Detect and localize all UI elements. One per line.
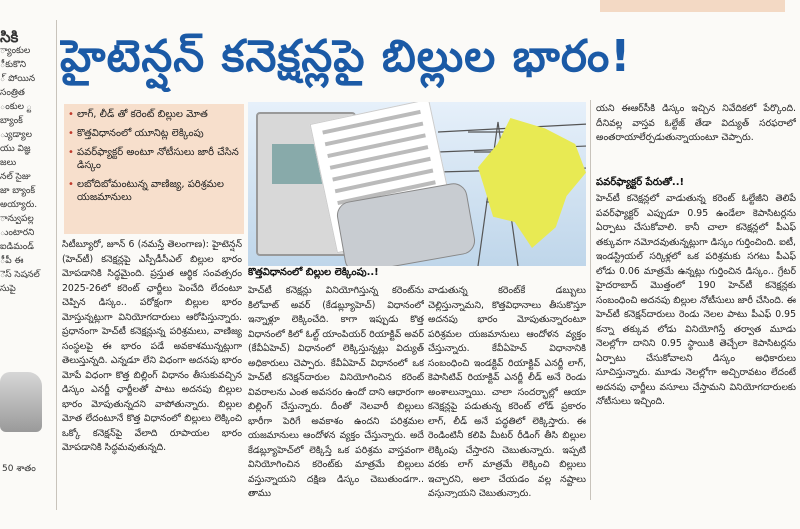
previous-article-line: సుపై bbox=[0, 284, 16, 294]
previous-article-line: ాన్వుపల్ల bbox=[0, 214, 34, 224]
headline: హైటెన్షన్ కనెక్షన్లపై బిల్లుల భారం! bbox=[60, 31, 632, 82]
highlight-item: • పవర్‌ఫ్యాక్టర్ అంటూ నోటీసులు జారీ చేసిన డిస్కం bbox=[68, 146, 240, 172]
article-column-1: సిటీబ్యూరో, జూన్ 6 (నమస్తే తెలంగాణ): హైటెన్షన్ (హెచ్‌టీ) కనెక్షన్లపై ఎస్పీడీసీఎల్ బిల్లుల భారం మోపడానికి సిద్ధమైంది. ప్రస్తుత ఆర్థిక సంవత్సరం 2025-26లో కరెంట్ ఛార్జీలు పెంచేది లేదంటూ చెప్పిన డిస్కం.. పరోక్షంగా బిల్లుల భారం మోస్తున్నట్లుగా వినియోగదారులు ఆరోపిస్తున్నారు. ప్రధానంగా హెచ్‌టీ కనెక్షన్లున్న పరిశ్రమలు, వాణిజ్య సంస్థలపై ఈ భారం పడే అవకాశమున్నట్లుగా తెలుస్తున్నది. ఎన్నడూ లేని విధంగా అదనపు భారం మోపే విధంగా కొత్త బిల్లింగ్ విధానం తీసుకువచ్చిన డిస్కం ఎనర్జీ ఛార్జీలతో పాటు అదనపు బిల్లుల భారం మోపుతున్నదని వాపోతున్నారు. బిల్లుల మోత లేదంటూనే కొత్త విధానంలో బిల్లులు లెక్కించి ఒక్కో కనెక్షన్‌పై వేలాది రూపాయల భారం మోపడానికి సిద్ధమవుతున్నది. bbox=[62, 239, 242, 453]
previous-article-column bbox=[0, 0, 52, 529]
top-strip bbox=[600, 0, 785, 12]
previous-article-line: బ్యాంక్ bbox=[0, 116, 23, 126]
article-column-2: హెచ్‌టీ కనెక్షన్లు వినియోగిస్తున్న కరెంట్‌ను కిలోవాట్ అవర్ (కేడబ్ల్యూహెచ్) విధానంలో ఇన్నాళ్లూ లెక్కించేది. కాగా ఇప్పుడు కొత్త విధానంలో కిలో ఓల్ట్ యాంపియర్ రియాక్టివ్ అవర్ (కేవీఏహెచ్) విధానంలో లెక్కిస్తున్నట్లు విద్యుత్ అధికారులు చెప్పారు. కేవీఏహెచ్ విధానంలో ఒక హెచ్‌టీ కనెక్షన్‌దారుల వినియోగించిన కరెంట్ వివరాలను ఎంత అవసరం ఉందో దాని ఆధారంగా బిల్లింగ్ చేస్తున్నారు. దీంతో నెలవారీ బిల్లులు భారీగా పెరిగే అవకాశం ఉందని పరిశ్రమల యజమానులు ఆందోళన వ్యక్తం చేస్తున్నారు. అదే కేడబ్ల్యూహెచ్‌లో లెక్కిస్తే ఒక పరిశ్రమ వాస్తవంగా వినియోగించిన కరెంట్‌కు మాత్రమే బిల్లులు వస్తున్నాయని దక్షిణ డిస్కం చెబుతుండగా.. తాము bbox=[248, 285, 424, 498]
previous-article-line: సంత్రిత bbox=[0, 88, 25, 98]
article-column-4: యని ఈఆర్‌సీకి డిస్కం ఇచ్చిన నివేదికలో పేర్కొంది. దీనివల్ల వాస్తవ ఓల్టేజ్ తేడా విద్యుత్ సరఫరాలో అంతరాయాలేర్పడుతున్నాయంటూ చెప్పారు. bbox=[596, 103, 796, 143]
previous-article-line: ీపీ ఈ bbox=[0, 256, 24, 266]
previous-article-line: ్యాంకుల bbox=[0, 46, 31, 56]
article-photo bbox=[248, 102, 586, 266]
previous-article-line: ెస్ సెషనల్ bbox=[0, 270, 40, 280]
highlights-box bbox=[64, 104, 244, 234]
article-column-3: వాడుతున్న కరెంట్‌కే డబ్బులు చెల్లిస్తున్నామని, కొత్తవిధానాలు తీసుకొస్తూ అదనపు భారం మోపుతున్నారంటూ పరిశ్రమల యజమానులు ఆందోళన వ్యక్తం చేస్తున్నారు. కేవీఏహెచ్ విధానానికి సంబంధించి ఇండక్టివ్ రియాక్టివ్ ఎనర్జీ లాగ్, కెపాసిటివ్ రియాక్టివ్ ఎనర్జీ లీడ్ అనే రెండు అంశాలున్నాయి. చాలా సందర్భాల్లో ఆయా కనెక్షన్లపై పడుతున్న కరెంట్ లోడ్ ప్రకారం లాగ్, లీడ్ అనే పద్ధతిలో లెక్కిస్తారు. ఈ రెండింటినీ కలిపి మీటర్ రీడింగ్ తీసి బిల్లుల లెక్కింపు చేస్తారని చెబుతున్నారు. ఇప్పటి వరకు లాగ్ మాత్రమే లెక్కించి బిల్లులు ఇచ్చారని, అలా చేయడం వల్ల నష్టాలు వస్తున్నాయని చెబుతున్నారు. bbox=[428, 285, 586, 498]
previous-article-line: ీకుకొని bbox=[0, 60, 27, 70]
highlight-item: • లాగ్, లీడ్ తో కరెంట్ బిల్లుల మోత bbox=[68, 108, 240, 121]
previous-article-line: ంకుల ్ట bbox=[0, 102, 32, 112]
column-divider bbox=[590, 100, 591, 500]
highlight-item: • లబోదిబోమంటున్న వాణిజ్య, పరిశ్రమల యజమానులు bbox=[68, 178, 240, 204]
article-column-5: హెచ్‌టీ కనెక్షన్లలో వాడుతున్న కరెంట్ ఓల్టేజీని తెలిపే పవర్‌ఫ్యాక్టర్ ఎప్పుడూ 0.95 ఉండేలా కెపాసిటర్లను ఏర్పాటు చేసుకోవాలి. కానీ చాలా కనెక్షన్లలో పీఎఫ్ తక్కువగా నమోదవుతున్నట్లుగా డిస్కం గుర్తించింది. ఐటీ, ఇండస్ట్రియల్ సర్కిళ్లలో ఒక పరిశ్రమకు సగటు పీఎఫ్ లోడు 0.06 మాత్రమే ఉన్నట్లు గుర్తించిన డిస్కం.. గ్రేటర్ హైదరాబాద్ మొత్తంలో 190 హెచ్‌టీ కనెక్షన్లకు సంబంధించి అదనపు బిల్లుల నోటీసులు జారీ చేసింది. ఈ హెచ్‌టీ కనెక్షన్‌దారులు రెండు నెలల పాటు పీఎఫ్ 0.95 కన్నా తక్కువ లోడు వినియోగిస్తే తర్వాత మూడు నెలల్లోగా దానిని 0.95 స్థాయికి తెచ్చేలా కెపాసిటర్లను ఏర్పాటు చేసుకోవాలని డిస్కం అధికారులు సూచిస్తున్నారు. మూడు నెలల్లోగా అచ్చిరావటం లేదంటే అదనపు ఛార్జీలు వసూలు చేస్తామని వినియోగదారులకు నోటీసులు ఇచ్చింది. bbox=[596, 193, 796, 407]
previous-article-line: ుంటారని bbox=[0, 228, 35, 238]
previous-article-line: ఐడిమండ్ bbox=[0, 242, 34, 252]
column-divider bbox=[56, 20, 57, 510]
previous-article-line: యు విజ్ఞ bbox=[0, 144, 31, 154]
photo-caption: కొత్తవిధానంలో బిల్లుల లెక్కింపు..! bbox=[248, 267, 379, 278]
previous-article-line: ్యుడ్యాల bbox=[0, 130, 33, 140]
previous-article-line: జా బ్యాంక్ bbox=[0, 186, 36, 196]
previous-article-line: అయ్యారు. bbox=[0, 200, 38, 210]
previous-article-text bbox=[0, 44, 52, 296]
previous-article-heading: సికి bbox=[0, 28, 19, 46]
previous-article-line: ్ పోయిన bbox=[0, 74, 36, 84]
subheading-power-factor: పవర్‌ఫ్యాక్టర్ పేరుతో..! bbox=[596, 177, 685, 188]
previous-article-line: జలు bbox=[0, 158, 17, 168]
car-photo bbox=[0, 372, 42, 432]
highlight-item: • కొత్తవిధానంలో యూనిట్ల లెక్కింపు bbox=[68, 127, 240, 140]
previous-article-last-line: 50 శాతం bbox=[2, 464, 36, 474]
previous-article-line: నల్ సైజు bbox=[0, 172, 31, 182]
